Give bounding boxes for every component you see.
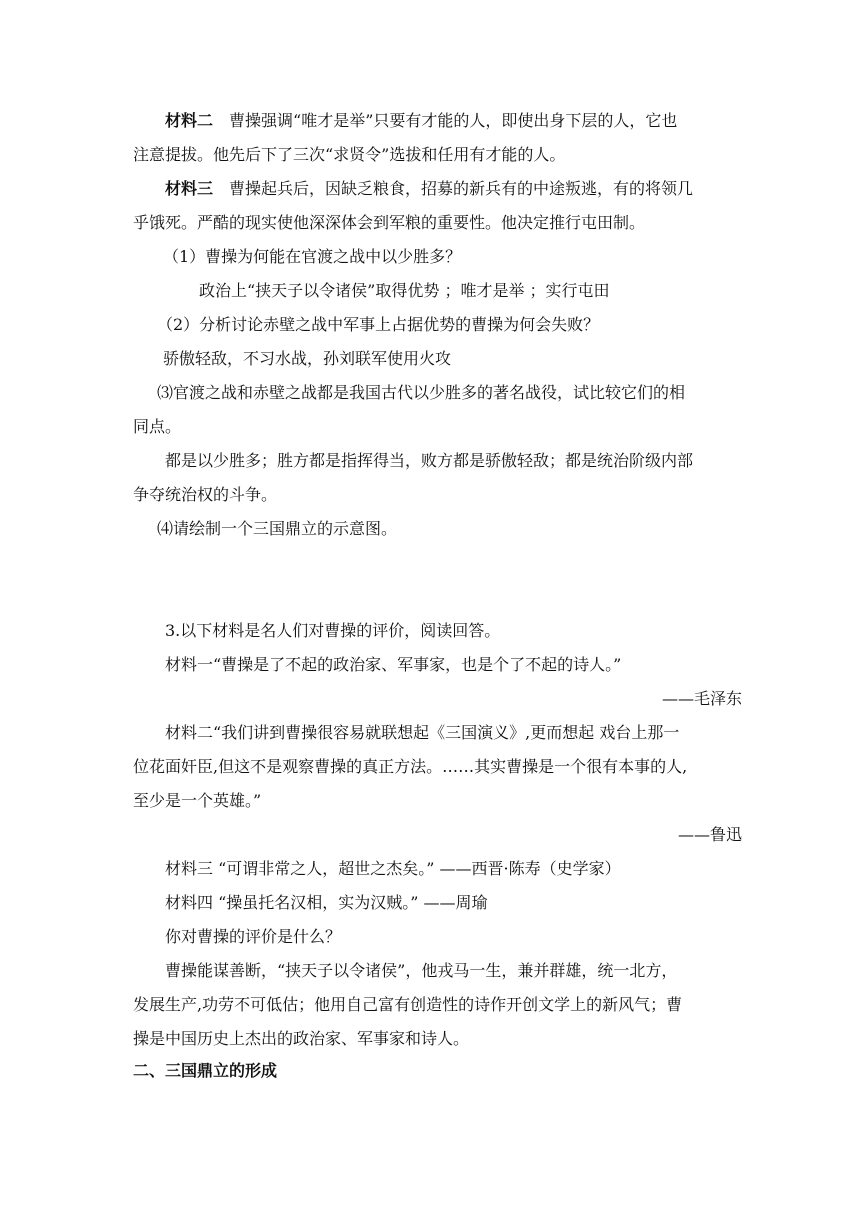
section-2-heading: 二、三国鼎立的形成	[133, 1061, 278, 1080]
quote-material-1: 材料一“曹操是了不起的政治家、军事家，也是个了不起的诗人。”	[165, 655, 622, 674]
material-3-label: 材料三	[165, 179, 214, 198]
answer-2: 骄傲轻敌，不习水战，孙刘联军使用火攻	[163, 349, 452, 368]
quote-material-4: 材料四 “操虽托名汉相，实为汉贼。” ——周瑜	[165, 893, 488, 912]
material-3-line-2: 乎饿死。严酷的现实使他深深体会到军粮的重要性。他决定推行屯田制。	[133, 213, 646, 232]
quote-material-2-line-3: 至少是一个英雄。”	[133, 791, 262, 810]
material-3-text: 曹操起兵后，因缺乏粮食，招募的新兵有的中途叛逃，有的将领几	[229, 179, 694, 198]
evaluation-answer-line-2: 发展生产,功劳不可低估；他用自己富有创造性的诗作开创文学上的新风气；曹	[133, 995, 683, 1014]
material-2-text: 曹操强调“唯才是举”只要有才能的人，即使出身下层的人，它也	[229, 111, 678, 130]
material-2-label: 材料二	[165, 111, 214, 130]
evaluation-answer-line-3: 操是中国历史上杰出的政治家、军事家和诗人。	[133, 1029, 470, 1048]
answer-3-line-2: 争夺统治权的斗争。	[133, 485, 278, 504]
question-3-line-1: ⑶官渡之战和赤壁之战都是我国古代以少胜多的著名战役，试比较它们的相	[157, 383, 686, 402]
answer-3-line-1: 都是以少胜多；胜方都是指挥得当，败方都是骄傲轻敌；都是统治阶级内部	[165, 451, 694, 470]
question-1: （1）曹操为何能在官渡之战中以少胜多？	[163, 247, 462, 266]
material-2-line-2: 注意提拔。他先后下了三次“求贤令”选拔和任用有才能的人。	[133, 145, 566, 164]
section-3-intro: 3.以下材料是名人们对曹操的评价，阅读回答。	[165, 621, 501, 640]
quote-source-lu-xun: ——鲁迅	[677, 825, 742, 844]
answer-1: 政治上“挟天子以令诸侯”取得优势 ；唯才是举 ；实行屯田	[199, 281, 610, 300]
quote-source-mao: ——毛泽东	[661, 689, 742, 708]
material-3-line-1	[165, 178, 693, 200]
evaluation-answer-line-1: 曹操能谋善断，“挟天子以令诸侯”，他戎马一生，兼并群雄，统一北方，	[165, 961, 678, 980]
quote-material-2-line-1: 材料二“我们讲到曹操很容易就联想起《三国演义》,更而想起 戏台上那一	[165, 723, 680, 742]
evaluation-question: 你对曹操的评价是什么？	[165, 927, 342, 946]
question-4: ⑷请绘制一个三国鼎立的示意图。	[157, 519, 398, 538]
quote-material-2-line-2: 位花面奸臣,但这不是观察曹操的真正方法。……其实曹操是一个很有本事的人,	[133, 757, 688, 776]
material-2-line-1	[165, 110, 677, 132]
quote-material-3: 材料三 “可谓非常之人，超世之杰矣。” ——西晋·陈寿（史学家）	[165, 859, 621, 878]
question-2: （2）分析讨论赤壁之战中军事上占据优势的曹操为何会失败？	[157, 315, 600, 334]
question-3-line-2: 同点。	[133, 417, 182, 436]
